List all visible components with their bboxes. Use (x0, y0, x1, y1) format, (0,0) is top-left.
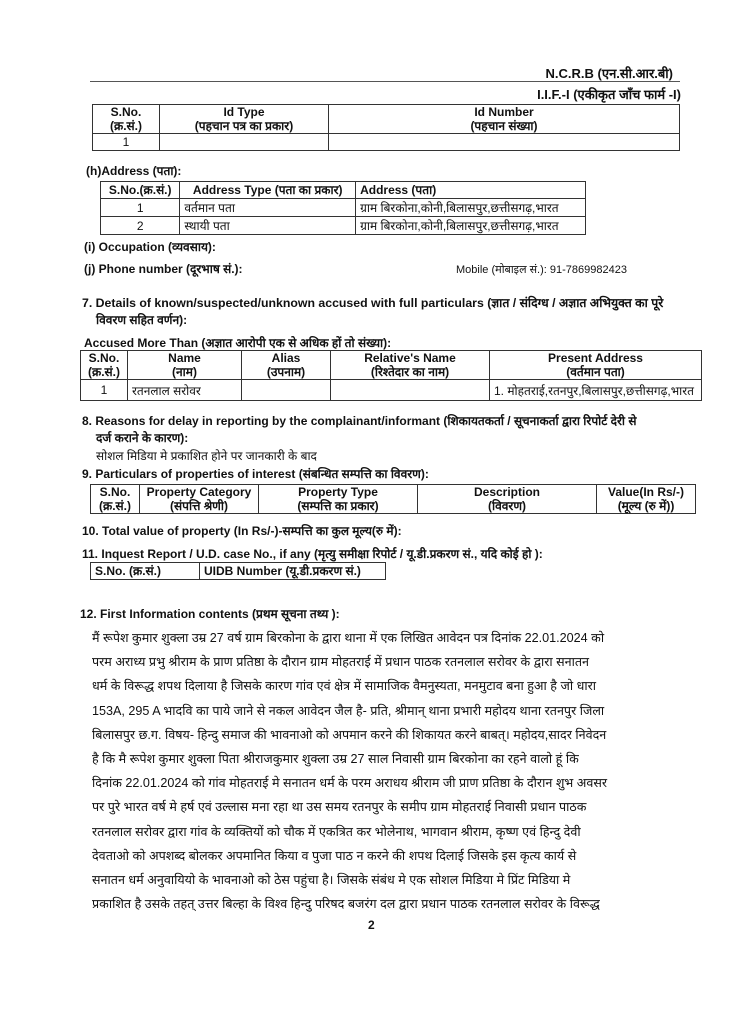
col-header: Address Type (पता का प्रकार) (180, 182, 356, 199)
col-header: Property Category (संपत्ति श्रेणी) (140, 485, 259, 514)
col-header: Relative's Name (रिश्तेदार का नाम) (331, 351, 490, 380)
delay-reason: सोशल मिडिया मे प्रकाशित होने पर जानकारी के बाद (96, 449, 317, 463)
content-line: सनातन धर्म अनुवायियो के भावनाओ को ठेस पहुंचा है। जिसके संबंध मे एक सोशल मिडिया मे प्रिंट मिडिया मे (92, 873, 571, 888)
content-line: परम अराध्य प्रभु श्रीराम के प्राण प्रतिष्ठा के दौरान ग्राम मोहतराई में प्रधान पाठक रतनलाल सरोवर के द्वारा सनातन (92, 655, 590, 670)
table-row (101, 217, 586, 235)
col-header: S.No.(क्र.सं.) (101, 182, 180, 199)
s8-title: 8. Reasons for delay in reporting by the complainant/informant (शिकायतकर्ता / सूचनाकर्ता द्वारा रिपोर्ट देरी से (82, 414, 637, 428)
cell: रतनलाल सरोवर (128, 380, 242, 401)
cell: 1. मोहतराई,रतनपुर,बिलासपुर,छत्तीसगढ़,भारत (490, 380, 702, 401)
col-header: S.No. (क्र.सं.) (91, 563, 200, 580)
content-line: बिलासपुर छ.ग. विषय- हिन्दु समाज की भावनाओ को अपमान करने की शिकायत करने बाबत्। महोदय,सादर निवेदन (92, 727, 607, 742)
col-header: Description (विवरण) (418, 485, 597, 514)
cell: स्थायी पता (180, 217, 356, 235)
col-header: S.No. (क्र.सं.) (91, 485, 140, 514)
cell: ग्राम बिरकोना,कोनी,बिलासपुर,छत्तीसगढ़,भारत (356, 199, 586, 217)
header-rule (90, 81, 680, 82)
occupation-label: (i) Occupation (व्यवसाय): (84, 240, 216, 254)
inquest-table (90, 562, 386, 580)
col-header: Value(In Rs/-) (मूल्य (रु में)) (597, 485, 696, 514)
cell: 1 (93, 134, 160, 151)
cell (329, 134, 680, 151)
cell (160, 134, 329, 151)
col-header: S.No. (क्र.सं.) (93, 105, 160, 134)
content-line: धर्म के विरूद्ध शपथ दिलाया है जिसके कारण गांव एवं क्षेत्र में सामाजिक वैमनुस्यता, मनमुटाव बना हुआ है जो धारा (92, 679, 597, 694)
s7-title-cont: विवरण सहित वर्णन): (96, 313, 188, 327)
content-line: मैं रूपेश कुमार शुक्ला उम्र 27 वर्ष ग्राम बिरकोना के द्वारा थाना में एक लिखित आवेदन पत्र दिनांक 22.01.2024 को (92, 631, 605, 645)
col-header: Name (नाम) (128, 351, 242, 380)
col-header: Alias (उपनाम) (242, 351, 331, 380)
col-header: Address (पता) (356, 182, 586, 199)
content-line: 153A, 295 A भादवि का पाये जाने से नकल आवेदन जैल है- प्रति, श्रीमान् थाना प्रभारी महोदय थाना रतनपुर जिला (92, 703, 605, 718)
table-row (93, 134, 680, 151)
s11-title: 11. Inquest Report / U.D. case No., if any (मृत्यु समीक्षा रिपोर्ट / यू.डी.प्रकरण सं., यदि कोई हो ): (82, 547, 543, 561)
s8-title-cont: दर्ज कराने के कारण): (96, 431, 189, 445)
cell (242, 380, 331, 401)
accused-table (80, 350, 702, 401)
phone-label: (j) Phone number (दूरभाष सं.): (84, 262, 243, 276)
first-information-contents (92, 626, 692, 916)
col-header: Property Type (सम्पत्ति का प्रकार) (259, 485, 418, 514)
content-line: देवताओ को अपशब्द बोलकर अपमानित किया व पुजा पाठ न करने की शपथ दिलाई जिसके इस कृत्य कार्य से (92, 848, 577, 863)
property-table (90, 484, 696, 514)
accused-more-label: Accused More Than (अज्ञात आरोपी एक से अधिक हों तो संख्या): (84, 336, 392, 350)
cell: ग्राम बिरकोना,कोनी,बिलासपुर,छत्तीसगढ़,भारत (356, 217, 586, 235)
address-table (100, 181, 586, 235)
ncrb-header: N.C.R.B (एन.सी.आर.बी) (545, 66, 673, 81)
s9-title: 9. Particulars of properties of interest (संबन्धित सम्पत्ति का विवरण): (82, 467, 429, 481)
content-line: दिनांक 22.01.2024 को गांव मोहतराई मे सनातन धर्म के परम अराधय श्रीराम जी प्राण प्रतिष्ठा के दौरान शुभ अवसर (92, 776, 608, 791)
content-line: है कि मै रूपेश कुमार शुक्ला पिता श्रीराजकुमार शुक्ला उम्र 27 साल निवासी ग्राम बिरकोना का रहने वालो हूं कि (92, 752, 579, 767)
table-row (101, 199, 586, 217)
s12-title: 12. First Information contents (प्रथम सूचना तथ्य ): (80, 607, 340, 621)
s10-total-value: 10. Total value of property (In Rs/-)-सम्पत्ति का कुल मूल्य(रु में): (82, 524, 402, 538)
col-header: Id Type (पहचान पत्र का प्रकार) (160, 105, 329, 134)
col-header: UIDB Number (यू.डी.प्रकरण सं.) (200, 563, 386, 580)
cell: 1 (81, 380, 128, 401)
mobile-number: Mobile (मोबाइल सं.): 91-7869982423 (456, 264, 627, 276)
table-row (81, 380, 702, 401)
cell: वर्तमान पता (180, 199, 356, 217)
s7-title: 7. Details of known/suspected/unknown accused with full particulars (ज्ञात / संदिग्ध / अज्ञात अभियुक्त का पूरे (82, 296, 664, 310)
content-line: प्रकाशित है उसके तहत् उत्तर बिल्हा के विश्व हिन्दु परिषद बजरंग दल द्वारा प्रधान पाठक रतनलाल सरोवर के विरूद्ध (92, 897, 600, 912)
cell: 2 (101, 217, 180, 235)
address-label: (h)Address (पता): (86, 164, 182, 178)
col-header: S.No. (क्र.सं.) (81, 351, 128, 380)
iif-header: I.I.F.-I (एकीकृत जाँच फार्म -I) (537, 87, 681, 102)
col-header: Id Number (पहचान संख्या) (329, 105, 680, 134)
page-number: 2 (368, 918, 375, 932)
content-line: रतनलाल सरोवर द्वारा गांव के व्यक्तियों को चौक में एकत्रित कर भोलेनाथ, भागवान श्रीराम, कृष्ण एवं हिन्दु देवी (92, 824, 581, 839)
col-header: Present Address (वर्तमान पता) (490, 351, 702, 380)
id-table (92, 104, 680, 151)
cell: 1 (101, 199, 180, 217)
content-line: पर पुरे भारत वर्ष मे हर्ष एवं उल्लास मना रहा था उस समय रतनपुर के समीप ग्राम मोहतराई निवासी प्रधान पाठक (92, 800, 587, 815)
cell (331, 380, 490, 401)
